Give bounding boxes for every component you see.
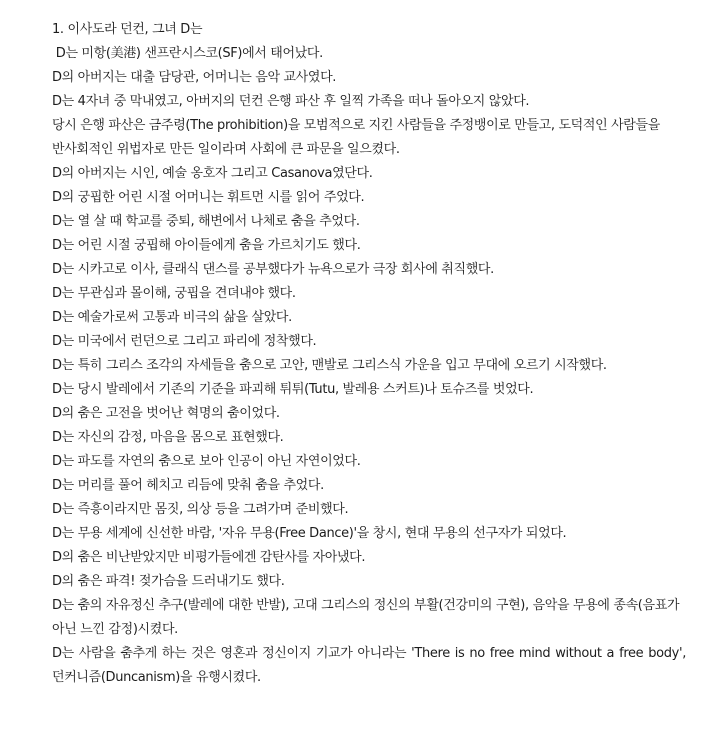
text-line: D는 무관심과 몰이해, 궁핍을 견뎌내야 했다. xyxy=(52,286,296,301)
text-line: D는 시카고로 이사, 클래식 댄스를 공부했다가 뉴욕으로가 극장 회사에 취직했다. xyxy=(52,262,494,277)
document-heading: 1. 이사도라 던컨, 그녀 D는 xyxy=(52,22,203,37)
text-line: D는 파도를 자연의 춤으로 보아 인공이 아닌 자연이었다. xyxy=(52,454,361,469)
text-line: D는 즉흥이라지만 몸짓, 의상 등을 그려가며 준비했다. xyxy=(52,502,349,517)
text-line: D는 어린 시절 궁핍해 아이들에게 춤을 가르치기도 했다. xyxy=(52,238,361,253)
text-line: D의 아버지는 시인, 예술 옹호자 그리고 Casanova였단다. xyxy=(52,166,373,181)
text-paragraph: D는 사람을 춤추게 하는 것은 영혼과 정신이지 기교가 아니라는 'There is no free mind without a free body', 던커니즘(Duncanism)을 유행시켰다. xyxy=(52,646,686,685)
text-line: D는 4자녀 중 막내였고, 아버지의 던컨 은행 파산 후 일찍 가족을 떠나 돌아오지 않았다. xyxy=(52,94,530,109)
text-paragraph: 당시 은행 파산은 금주령(The prohibition)을 모범적으로 지킨 사람들을 주정뱅이로 만들고, 도덕적인 사람들을 반사회적인 위법자로 만든 일이라며 사회에 큰 파문을 일으켰다. xyxy=(52,118,660,157)
text-line: D는 무용 세계에 신선한 바람, '자유 무용(Free Dance)'을 창시, 현대 무용의 선구자가 되었다. xyxy=(52,526,567,541)
text-line: D는 미항(美港) 샌프란시스코(SF)에서 태어났다. xyxy=(52,46,323,61)
text-paragraph: D는 춤의 자유정신 추구(발레에 대한 반발), 고대 그리스의 정신의 부활(건강미의 구현), 음악을 무용에 종속(음표가 아닌 느낀 감정)시켰다. xyxy=(52,598,680,637)
text-line: D의 아버지는 대출 담당관, 어머니는 음악 교사였다. xyxy=(52,70,337,85)
document-body xyxy=(52,18,686,690)
text-line: D의 춤은 파격! 젖가슴을 드러내기도 했다. xyxy=(52,574,285,589)
text-line: D는 미국에서 런던으로 그리고 파리에 정착했다. xyxy=(52,334,317,349)
text-line: D는 자신의 감정, 마음을 몸으로 표현했다. xyxy=(52,430,284,445)
text-line: D는 머리를 풀어 헤치고 리듬에 맞춰 춤을 추었다. xyxy=(52,478,324,493)
text-line: D는 예술가로써 고통과 비극의 삶을 살았다. xyxy=(52,310,292,325)
text-line: D의 춤은 고전을 벗어난 혁명의 춤이었다. xyxy=(52,406,280,421)
text-line: D는 당시 발레에서 기존의 기준을 파괴해 튀튀(Tutu, 발레용 스커트)나 토슈즈를 벗었다. xyxy=(52,382,534,397)
text-line: D는 열 살 때 학교를 중퇴, 해변에서 나체로 춤을 추었다. xyxy=(52,214,360,229)
text-line: D의 궁핍한 어린 시절 어머니는 휘트먼 시를 읽어 주었다. xyxy=(52,190,365,205)
text-paragraph: D는 특히 그리스 조각의 자세들을 춤으로 고안, 맨발로 그리스식 가운을 입고 무대에 오르기 시작했다. xyxy=(52,358,607,373)
text-line: D의 춤은 비난받았지만 비평가들에겐 감탄사를 자아냈다. xyxy=(52,550,366,565)
